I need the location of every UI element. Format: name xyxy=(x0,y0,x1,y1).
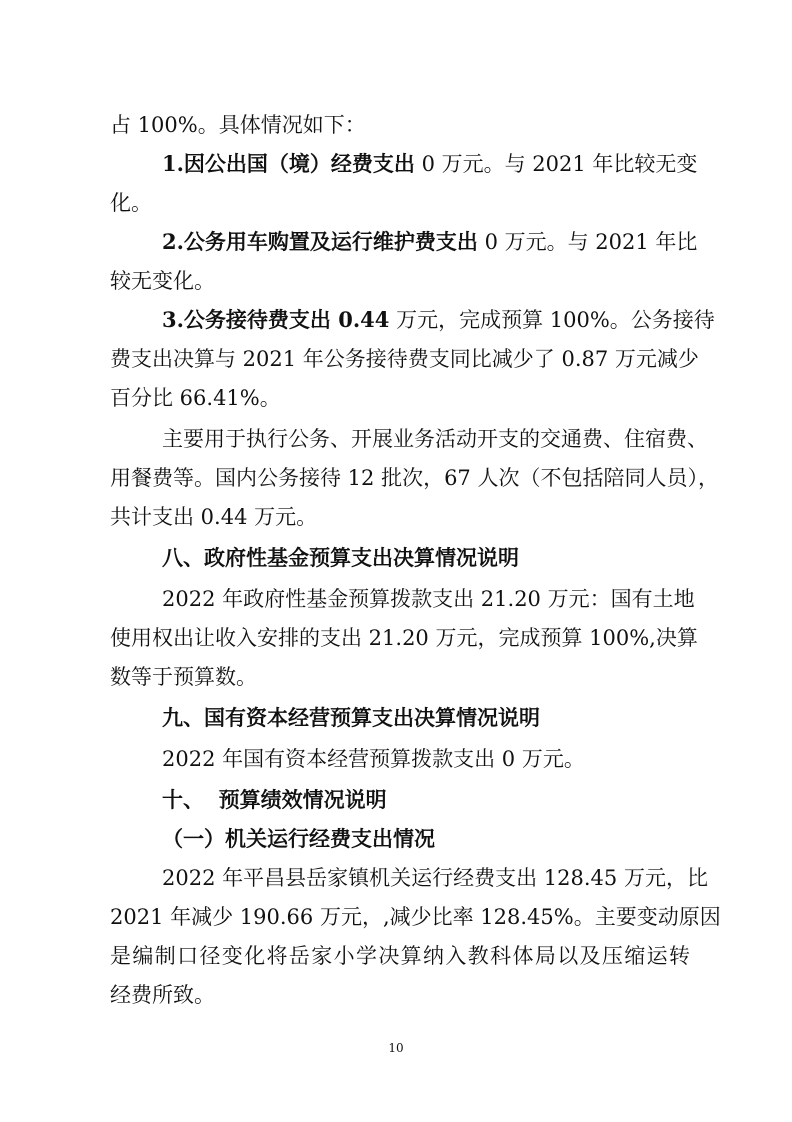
text-line: 是编制口径变化将岳家小学决算纳入教科体局以及压缩运转 xyxy=(110,944,690,968)
text-line: 较无变化。 xyxy=(110,269,215,293)
text-span: 0 万元。与 2021 年比 xyxy=(477,230,698,254)
section-heading: 十、 预算绩效情况说明 xyxy=(162,788,387,812)
text-line: 经费所致。 xyxy=(110,983,215,1007)
page-number: 10 xyxy=(388,1041,404,1055)
subheading-label: 3.公务接待费支出 0.44 xyxy=(162,307,390,332)
subsection-heading: （一）机关运行经费支出情况 xyxy=(162,826,435,851)
subheading-line xyxy=(162,305,715,335)
text-line: 2022 年政府性基金预算拨款支出 21.20 万元：国有土地 xyxy=(162,587,695,611)
section-heading: 八、政府性基金预算支出决算情况说明 xyxy=(162,546,519,570)
text-line: 化。 xyxy=(110,191,152,215)
text-line: 2022 年平昌县岳家镇机关运行经费支出 128.45 万元，比 xyxy=(162,866,708,890)
text-line: 主要用于执行公务、开展业务活动开支的交通费、住宿费、 xyxy=(162,427,708,451)
text-line: 2021 年减少 190.66 万元，,减少比率 128.45%。主要变动原因 xyxy=(110,905,721,929)
subheading-label: 2.公务用车购置及运行维护费支出 xyxy=(162,229,478,254)
subheading-label: 1.因公出国（境）经费支出 xyxy=(162,151,415,176)
text-span: 万元，完成预算 100%。公务接待 xyxy=(389,308,715,332)
subheading-line xyxy=(162,227,698,257)
text-line: 数等于预算数。 xyxy=(110,665,257,689)
section-heading: 九、国有资本经营预算支出决算情况说明 xyxy=(162,706,540,730)
text-line: 用餐费等。国内公务接待 12 批次，67 人次（不包括陪同人员）， xyxy=(110,466,719,490)
text-line: 共计支出 0.44 万元。 xyxy=(110,505,318,529)
subheading-line xyxy=(162,149,698,179)
text-line: 使用权出让收入安排的支出 21.20 万元，完成预算 100%,决算 xyxy=(110,626,698,650)
text-line: 费支出决算与 2021 年公务接待费支同比减少了 0.87 万元减少 xyxy=(110,347,699,371)
text-line: 2022 年国有资本经营预算拨款支出 0 万元。 xyxy=(162,747,585,771)
text-line: 百分比 66.41%。 xyxy=(110,386,281,410)
text-line: 占 100%。具体情况如下： xyxy=(110,113,366,137)
text-span: 0 万元。与 2021 年比较无变 xyxy=(414,152,698,176)
